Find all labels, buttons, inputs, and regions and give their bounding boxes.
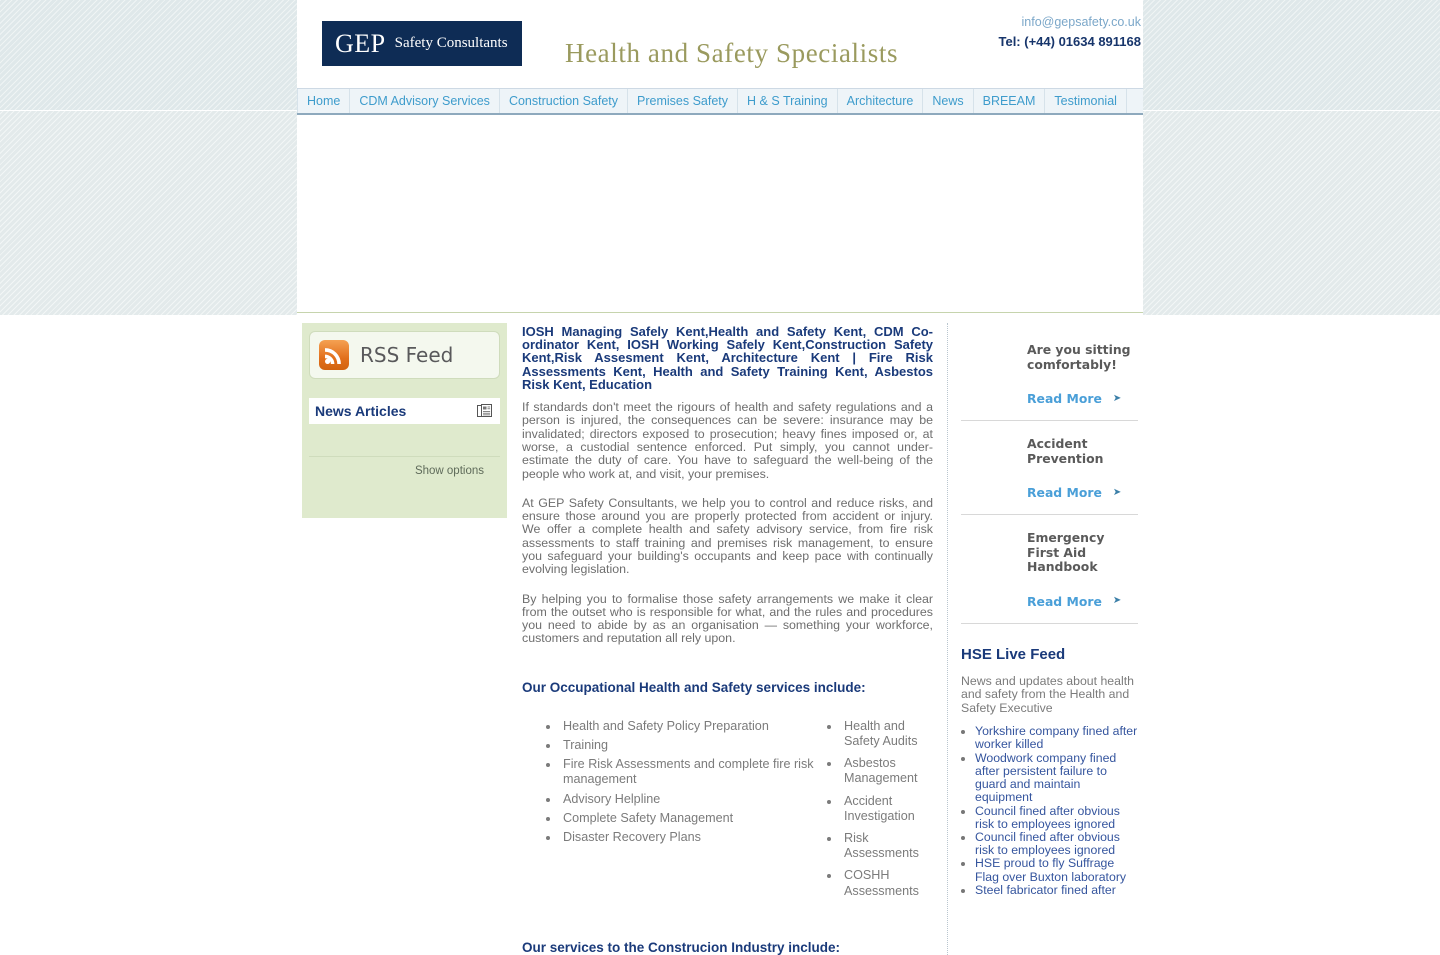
nav-item-construction-safety[interactable]: Construction Safety — [500, 89, 628, 113]
list-item: • Risk Assessments — [841, 831, 933, 861]
promo-title: Are you sitting comfortably! — [1027, 342, 1131, 372]
services-list-secondary — [817, 719, 933, 899]
services-lists — [522, 719, 933, 906]
site-container — [297, 0, 1143, 955]
nav-item-premises-safety[interactable]: Premises Safety — [628, 89, 738, 113]
promo-card — [961, 515, 1138, 624]
content-paragraph: At GEP Safety Consultants, we help you to control and reduce risks, and ensure those around you are properly protected from accident or injury. We offer a complete health and safety advisory service, from fire risk assessments to staff training and premises risk management, to ensure you safeguard your building's occupants and keep pace with continually evolving legislation. — [522, 495, 933, 577]
rss-feed-title: RSS Feed — [360, 343, 454, 367]
promo-read-more-label: Read More — [1027, 593, 1102, 609]
list-item: • Complete Safety Management — [560, 811, 817, 826]
list-item[interactable]: • Yorkshire company fined after worker killed — [975, 725, 1138, 751]
show-options-link[interactable]: Show options — [414, 465, 484, 477]
list-item: • Advisory Helpline — [560, 792, 817, 807]
promo-read-more-label: Read More — [1027, 485, 1102, 500]
arrow-right-icon: ➤ — [1112, 392, 1122, 404]
nav-item-breeam[interactable]: BREEAM — [974, 89, 1046, 113]
promo-read-more-label: Read More — [1027, 391, 1102, 406]
list-item: • Asbestos Management — [841, 756, 933, 786]
promo-title: Emergency First Aid Handbook — [1027, 530, 1105, 574]
logo-sub-text: Safety Consultants — [394, 35, 508, 51]
nav-item-cdm-advisory-services[interactable]: CDM Advisory Services — [350, 89, 500, 113]
list-item[interactable]: • HSE proud to fly Suffrage Flag over Buxton laboratory — [975, 857, 1138, 883]
construction-services-heading: Our services to the Construcion Industry include: — [522, 939, 841, 955]
list-item[interactable]: • Council fined after obvious risk to employees ignored — [975, 805, 1138, 831]
rss-icon — [319, 340, 349, 370]
list-item[interactable]: • Council fined after obvious risk to employees ignored — [975, 831, 1138, 857]
contact-email[interactable]: info@gepsafety.co.uk — [1021, 15, 1141, 29]
promo-title: Accident Prevention — [1027, 436, 1104, 466]
content-paragraph: If standards don't meet the rigours of health and safety regulations and a person is injured, the consequences can be severe: insurance may be invalidated; directors exposed to prosecution; heavy fines imposed or, at worse, a custodial sentence enforced. Put simply, you cannot under-estimate the duty of care. You have to safeguard the well-being of the people who work at, and visit, your premises. — [522, 400, 933, 481]
left-sidebar — [297, 323, 507, 518]
contact-phone: Tel: (+44) 01634 891168 — [998, 34, 1141, 49]
nav-item-hs-training[interactable]: H & S Training — [738, 89, 838, 113]
list-item[interactable]: • Steel fabricator fined after — [975, 884, 1138, 897]
promo-card — [961, 323, 1138, 421]
promo-read-more-link[interactable] — [961, 391, 1138, 406]
site-header — [297, 0, 1143, 88]
list-item[interactable]: • Woodwork company fined after persistent failure to guard and maintain equipment — [975, 752, 1138, 805]
promo-read-more-link[interactable] — [961, 485, 1138, 500]
nav-item-architecture[interactable]: Architecture — [838, 89, 924, 113]
news-articles-row[interactable] — [309, 398, 500, 424]
banner-area — [297, 115, 1143, 313]
logo[interactable] — [322, 21, 522, 66]
main-content — [507, 323, 948, 955]
site-tagline: Health and Safety Specialists — [565, 38, 899, 68]
list-item: • Health and Safety Audits — [841, 719, 933, 749]
list-item: • Disaster Recovery Plans — [560, 830, 817, 845]
main-navigation — [297, 88, 1143, 115]
services-column-right — [817, 719, 933, 906]
logo-main-text: GEP — [335, 28, 386, 58]
promo-read-more-link[interactable] — [961, 594, 1138, 609]
page-title: IOSH Managing Safely Kent,Health and Safety Kent, CDM Co-ordinator Kent, IOSH Working Safely Kent,Construction Safety Kent,Risk Assesment Kent, Architecture Kent | Fire Risk Assessments Kent, Health and Safety Training Kent, Asbestos Risk Kent, Education — [522, 324, 933, 392]
news-articles-label: News Articles — [315, 403, 407, 419]
list-item: • Accident Investigation — [841, 794, 933, 824]
hse-feed-list — [961, 725, 1138, 897]
header-contact — [998, 14, 1141, 51]
list-item: • Training — [560, 738, 817, 753]
rss-feed-header[interactable] — [309, 331, 500, 379]
promo-card — [961, 421, 1138, 515]
services-column-left — [522, 719, 817, 906]
hse-feed-description: News and updates about health and safety from the Health and Safety Executive — [961, 673, 1134, 715]
rss-feed-panel — [302, 323, 507, 518]
rss-panel-divider — [309, 456, 500, 457]
list-item: • Fire Risk Assessments and complete fire risk management — [560, 757, 817, 787]
arrow-right-icon: ➤ — [1112, 595, 1122, 606]
right-sidebar — [948, 323, 1143, 897]
hse-feed-title: HSE Live Feed — [961, 645, 1066, 663]
content-paragraph: By helping you to formalise those safety arrangements we make it clear from the outset who is responsible for what, and the rules and procedures you need to abide by as an organisation — something your workforce, customers and reputation all rely upon. — [522, 591, 933, 646]
list-item: • COSHH Assessments — [841, 868, 933, 898]
newspaper-icon — [477, 404, 492, 418]
hse-live-feed — [961, 624, 1138, 897]
services-list-primary — [522, 719, 817, 845]
services-heading: Our Occupational Health and Safety services include: — [522, 679, 866, 695]
nav-item-testimonial[interactable]: Testimonial — [1045, 89, 1127, 113]
nav-item-home[interactable]: Home — [297, 89, 350, 113]
list-item: • Health and Safety Policy Preparation — [560, 719, 817, 734]
nav-item-news[interactable]: News — [923, 89, 973, 113]
page-body — [297, 313, 1143, 955]
arrow-right-icon: ➤ — [1112, 486, 1122, 498]
